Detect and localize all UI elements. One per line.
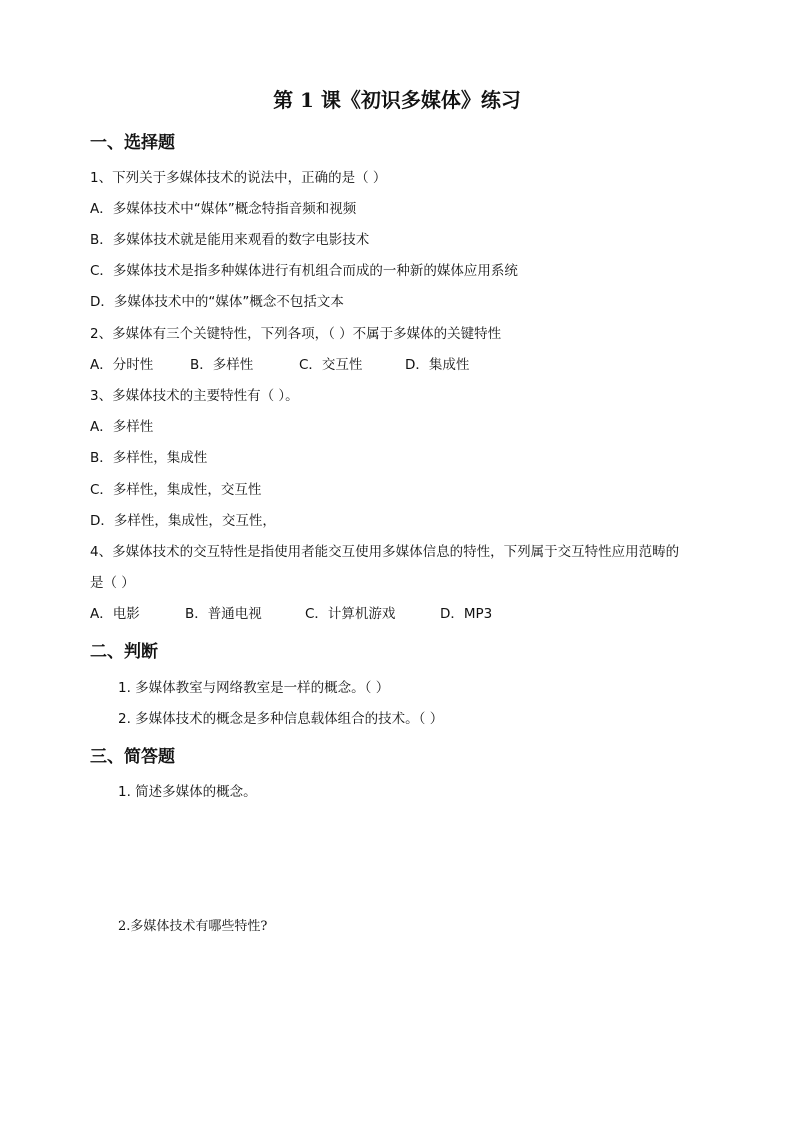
judge-item-1: 1. 多媒体教室与网络教室是一样的概念。（ ） <box>118 680 390 696</box>
q4-option-c: C．计算机游戏 <box>305 606 396 622</box>
q1-stem: 1、下列关于多媒体技术的说法中，正确的是（ ） <box>90 170 387 186</box>
q3-stem: 3、多媒体技术的主要特性有（ ）。 <box>90 388 299 404</box>
q4-option-b: B．普通电视 <box>185 606 262 622</box>
q1-option-b: B．多媒体技术就是能用来观看的数字电影技术 <box>90 232 370 248</box>
q2-option-c: C．交互性 <box>299 357 363 373</box>
q3-option-d: D．多样性，集成性，交互性， <box>90 513 276 529</box>
q2-option-d: D．集成性 <box>405 357 470 373</box>
section-heading-judge: 二、判断 <box>90 642 158 662</box>
q3-option-b: B．多样性，集成性 <box>90 450 208 466</box>
q4-option-a: A．电影 <box>90 606 140 622</box>
q4-stem-line2: 是（ ） <box>90 575 135 591</box>
short-answer-item-2: 2.多媒体技术有哪些特性? <box>118 919 268 934</box>
section-heading-choice: 一、选择题 <box>90 133 175 153</box>
q1-option-a: A．多媒体技术中“媒体”概念特指音频和视频 <box>90 201 357 217</box>
q2-option-a: A．分时性 <box>90 357 154 373</box>
q2-option-b: B．多样性 <box>190 357 254 373</box>
page-title: 第 1 课《初识多媒体》练习 <box>273 88 521 112</box>
q4-stem-line1: 4、多媒体技术的交互特性是指使用者能交互使用多媒体信息的特性，下列属于交互特性应用范畴的 <box>90 544 680 560</box>
q2-stem: 2、多媒体有三个关键特性，下列各项，（ ）不属于多媒体的关键特性 <box>90 326 502 342</box>
judge-item-2: 2. 多媒体技术的概念是多种信息载体组合的技术。（ ） <box>118 711 444 727</box>
q3-option-a: A．多样性 <box>90 419 154 435</box>
q4-option-d: D．MP3 <box>440 606 493 622</box>
q3-option-c: C．多样性，集成性，交互性 <box>90 482 262 498</box>
q1-option-d: D．多媒体技术中的“媒体”概念不包括文本 <box>90 294 344 310</box>
section-heading-short-answer: 三、简答题 <box>90 747 175 767</box>
q1-option-c: C．多媒体技术是指多种媒体进行有机组合而成的一种新的媒体应用系统 <box>90 263 518 279</box>
short-answer-item-1: 1. 简述多媒体的概念。 <box>118 784 257 800</box>
